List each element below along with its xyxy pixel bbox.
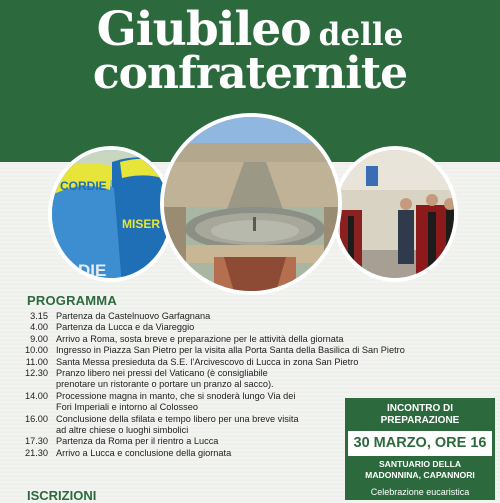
incontro-place-line2: MADONNINA, CAPANNORI [365,470,475,480]
photo-procession [332,146,458,282]
incontro-heading-line2: PREPARAZIONE [380,415,460,426]
incontro-date: 30 MARZO, ORE 16 [348,431,492,456]
incontro-heading [345,403,495,427]
item-time: 21.30 [25,447,48,458]
item-text: Partenza da Roma per il rientro a Lucca [56,436,219,447]
photo-piazza-san-pietro [160,113,342,295]
photo-volunteers [48,146,174,282]
item-text: Arrivo a Roma, sosta breve e preparazione per le attività della giornata [56,333,344,344]
title-small: delle [318,17,404,53]
item-time: 16.00 [25,413,48,424]
programma-heading: PROGRAMMA [27,293,117,308]
item-time: 4.00 [30,322,48,333]
item-time: 14.00 [25,390,48,401]
vest-text-cordie: CORDIE [60,179,107,193]
list-item [22,311,462,322]
vest-text-die: DIE [78,261,107,280]
item-time: 9.00 [30,333,48,344]
item-time: 10.00 [25,345,48,356]
list-item [22,345,462,356]
vest-text-miser: MISER [122,217,161,231]
item-text: Arrivo a Lucca e conclusione della giornata [56,447,232,458]
item-text: Santa Messa presieduta da S.E. l’Arcivescovo di Lucca in zona San Pietro [56,356,359,367]
title-line-2: confraternite [92,48,408,99]
piazza-illustration [164,117,342,295]
incontro-celebration: Celebrazione eucaristica [370,487,470,497]
item-time: 11.00 [25,356,48,367]
item-text: Processione magna in manto, che si snoderà lungo Via dei Fori Imperiali e intorno al Colosseo [56,390,296,413]
item-text: Pranzo libero nei pressi del Vaticano (è consigliabile prenotare un ristorante o portare un pranzo al sacco). [56,368,274,390]
item-time: 17.30 [25,436,48,447]
title-main: Giubileo [96,2,311,57]
list-item [22,322,462,333]
incontro-place [345,459,495,481]
item-text: Ingresso in Piazza San Pietro per la visita alla Porta Santa della Basilica di San Pietro [56,345,405,356]
incontro-place-line1: SANTUARIO DELLA [378,459,462,469]
item-text: Conclusione della sfilata e tempo libero per una breve visita ad altre chiese o luoghi simbolici [56,413,299,436]
list-item [22,334,462,345]
incontro-box [345,398,495,500]
incontro-heading-line1: INCONTRO DI [386,403,454,414]
item-time: 3.15 [30,311,48,321]
list-item [22,357,462,368]
item-text: Partenza da Lucca e da Viareggio [56,322,195,333]
item-time: 12.30 [25,368,48,379]
item-text: Partenza da Castelnuovo Garfagnana [56,311,211,321]
iscrizioni-heading: ISCRIZIONI [27,488,97,503]
list-item [22,368,462,391]
